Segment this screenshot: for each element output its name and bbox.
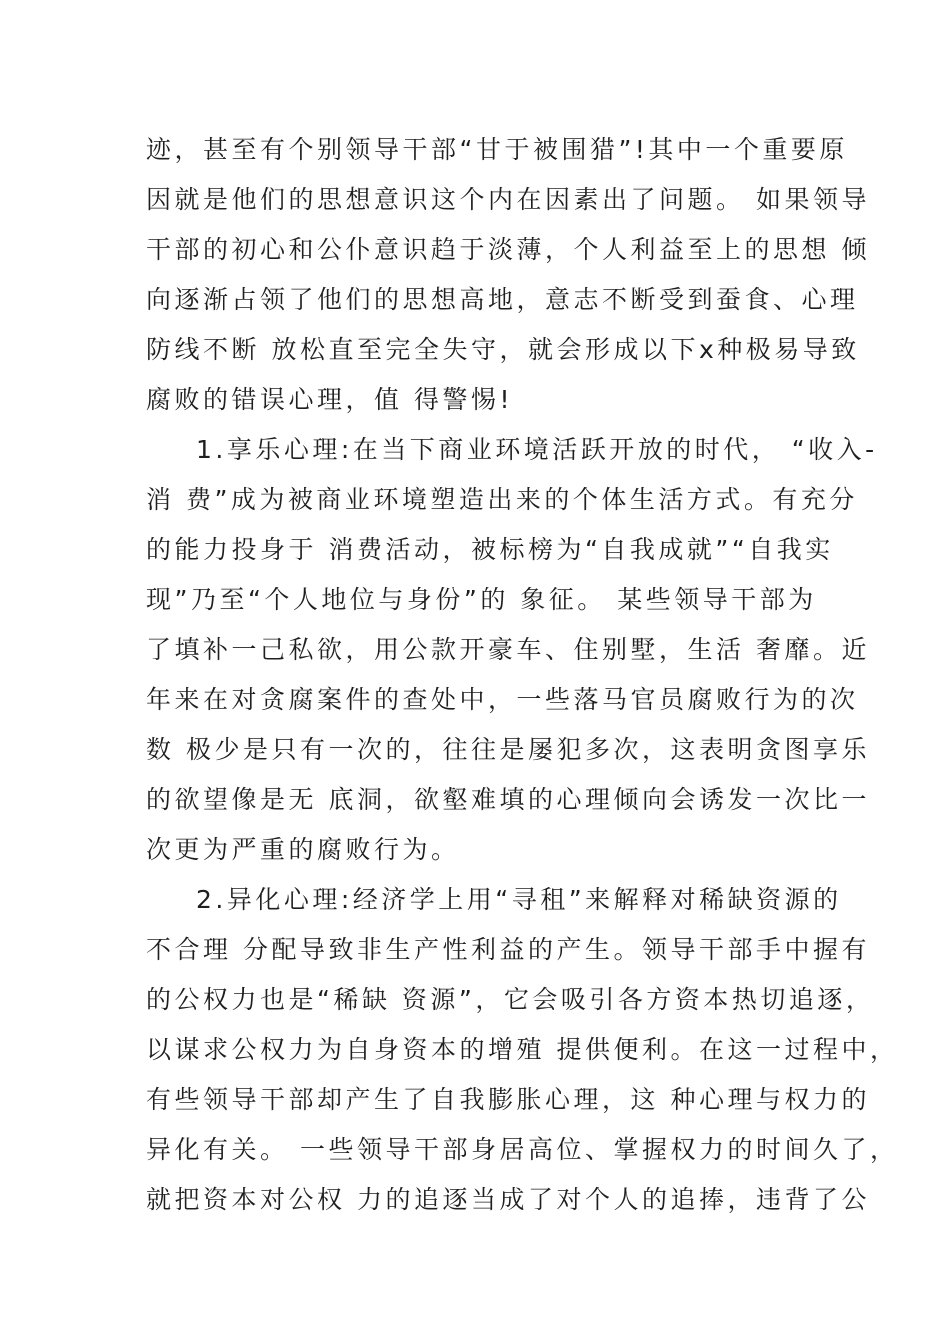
text-line: 腐败的错误心理，值 得警惕! — [146, 385, 513, 414]
text-line: 了填补一己私欲，用公款开豪车、住别墅，生活 奢靡。近 — [146, 635, 870, 664]
text-line: 向逐渐占领了他们的思想高地，意志不断受到蚕食、心理 — [146, 285, 859, 314]
text-line: 次更为严重的腐败行为。 — [146, 835, 460, 864]
text-line: 有些领导干部却产生了自我膨胀心理，这 种心理与权力的 — [146, 1085, 870, 1114]
text-line: 现”乃至“个人地位与身份”的 象征。 某些领导干部为 — [146, 585, 817, 614]
paragraph-2-heading-line: 2.异化心理:经济学上用“寻租”来解释对稀缺资源的 — [196, 885, 842, 914]
text-line: 的能力投身于 消费活动，被标榜为“自我成就”“自我实 — [146, 535, 834, 564]
paragraph-1-heading-line: 1.享乐心理:在当下商业环境活跃开放的时代， “收入- — [196, 435, 878, 464]
text-line: 就把资本对公权 力的追逐当成了对个人的追捧，违背了公 — [146, 1185, 870, 1214]
text-line: 年来在对贪腐案件的查处中，一些落马官员腐败行为的次 — [146, 685, 859, 714]
text-line: 不合理 分配导致非生产性利益的产生。领导干部手中握有 — [146, 935, 870, 964]
text-line: 因就是他们的思想意识这个内在因素出了问题。 如果领导 — [146, 185, 870, 214]
text-line: 防线不断 放松直至完全失守，就会形成以下x种极易导致 — [146, 335, 860, 364]
text-line: 数 极少是只有一次的，往往是屡犯多次，这表明贪图享乐 — [146, 735, 870, 764]
text-line: 的欲望像是无 底洞，欲壑难填的心理倾向会诱发一次比一 — [146, 785, 870, 814]
text-line: 干部的初心和公仆意识趋于淡薄，个人利益至上的思想 倾 — [146, 235, 870, 264]
text-line: 的公权力也是“稀缺 资源”，它会吸引各方资本热切追逐， — [146, 985, 875, 1014]
text-line: 消 费”成为被商业环境塑造出来的个体生活方式。有充分 — [146, 485, 858, 514]
text-line: 以谋求公权力为自身资本的增殖 提供便利。在这一过程中， — [146, 1035, 899, 1064]
text-line: 异化有关。 一些领导干部身居高位、掌握权力的时间久了， — [146, 1135, 899, 1164]
text-line: 迹，甚至有个别领导干部“甘于被围猎”!其中一个重要原 — [146, 135, 848, 164]
